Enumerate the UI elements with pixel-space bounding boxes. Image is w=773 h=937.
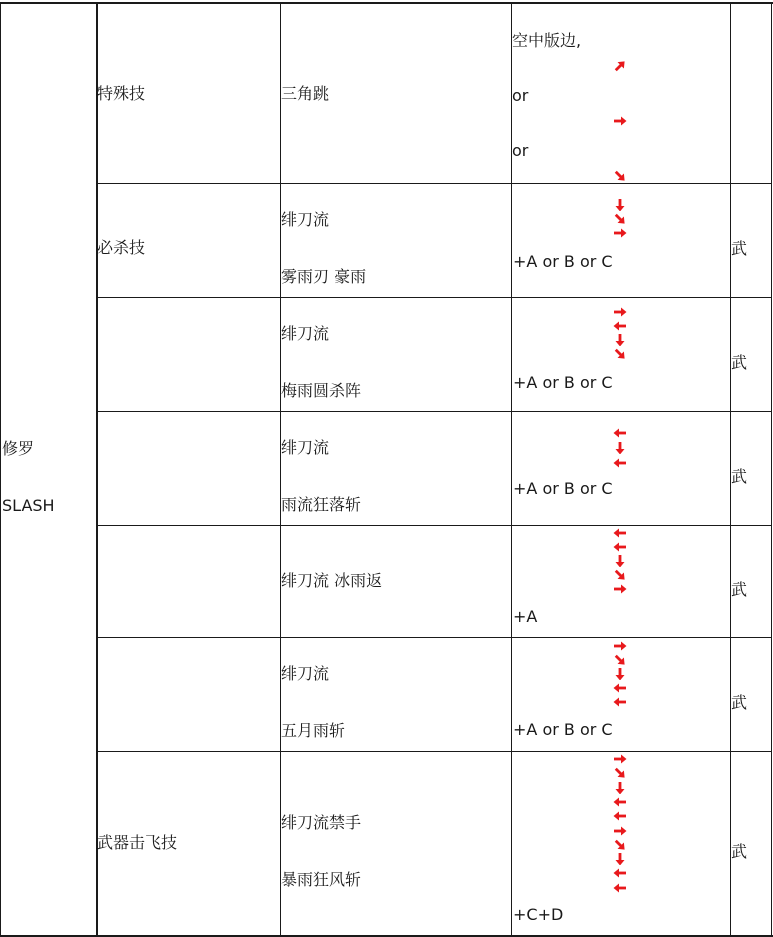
arrow-down-right-icon [612,839,628,851]
row-divider [97,637,772,638]
row-divider [97,751,772,752]
arrow-left-icon [612,796,628,808]
arrow-left-icon [612,682,628,694]
arrow-right-icon [612,227,628,239]
arrow-down-right-icon [612,569,628,581]
weapon-note: 武 [731,580,748,599]
move-name: 绯刀流 冰雨返 [281,571,383,590]
arrow-down-right-icon [612,348,628,360]
character-name: 修罗 [2,439,35,458]
arrow-left-icon [612,320,628,332]
weapon-note: 武 [731,693,748,712]
table-border-top [0,2,773,4]
arrow-right-icon [612,306,628,318]
arrow-left-icon [612,427,628,439]
arrow-right-icon [612,583,628,595]
style-label: 绯刀流 [281,438,330,457]
style-label: 绯刀流 [281,324,330,343]
arrow-down-icon [612,334,628,346]
command-text: or [512,141,529,160]
arrow-down-right-icon [612,170,628,182]
arrow-down-right-icon [612,654,628,666]
move-name: 五月雨斩 [281,721,346,740]
row-divider [97,297,772,298]
category-label: 必杀技 [97,238,146,257]
arrow-down-icon [612,199,628,211]
row-divider [97,183,772,184]
category-label: 特殊技 [97,84,146,103]
arrow-down-right-icon [612,767,628,779]
arrow-right-icon [612,825,628,837]
category-label: 武器击飞技 [97,833,178,852]
column-divider [280,2,281,936]
button-command: +A or B or C [513,720,613,739]
arrow-up-right-icon [612,60,628,72]
arrow-down-icon [612,853,628,865]
style-label: 绯刀流 [281,664,330,683]
arrow-right-icon [612,115,628,127]
arrow-down-icon [612,782,628,794]
arrow-down-right-icon [612,213,628,225]
arrow-right-icon [612,640,628,652]
arrow-left-icon [612,810,628,822]
weapon-note: 武 [731,842,748,861]
button-command: +A [513,607,538,626]
row-divider [97,525,772,526]
character-style: SLASH [2,496,55,515]
move-name: 雾雨刃 豪雨 [281,267,367,286]
arrow-left-icon [612,867,628,879]
weapon-note: 武 [731,353,748,372]
row-divider [97,411,772,412]
button-command: +A or B or C [513,479,613,498]
button-command: +A or B or C [513,252,613,271]
arrow-left-icon [612,882,628,894]
move-name: 暴雨狂风斩 [281,870,362,889]
style-label: 绯刀流禁手 [281,813,362,832]
table-border-right [771,2,772,936]
move-name: 三角跳 [281,84,330,103]
arrow-down-icon [612,668,628,680]
arrow-right-icon [612,753,628,765]
style-label: 绯刀流 [281,210,330,229]
column-divider [96,2,98,936]
table-border-left [0,2,1,936]
arrow-left-icon [612,541,628,553]
button-command: +C+D [513,905,564,924]
move-name: 雨流狂落斩 [281,495,362,514]
button-command: +A or B or C [513,373,613,392]
weapon-note: 武 [731,239,748,258]
move-name: 梅雨圆杀阵 [281,381,362,400]
weapon-note: 武 [731,467,748,486]
command-text: 空中版边, [512,31,582,50]
arrow-left-icon [612,457,628,469]
command-text: or [512,86,529,105]
arrow-left-icon [612,696,628,708]
arrow-left-icon [612,527,628,539]
arrow-down-icon [612,555,628,567]
arrow-down-icon [612,442,628,454]
